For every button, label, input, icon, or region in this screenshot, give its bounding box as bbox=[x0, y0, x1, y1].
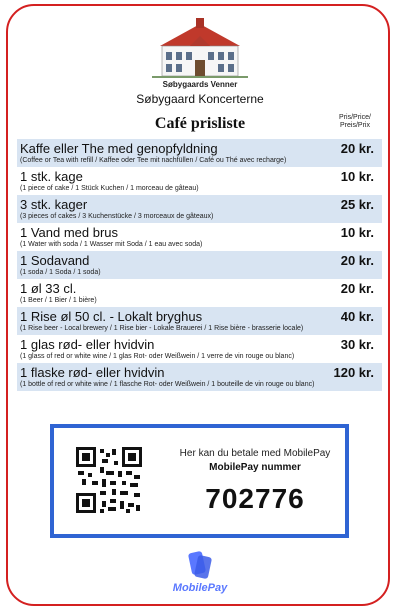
item-price: 30 kr. bbox=[340, 337, 374, 352]
item-name: 1 Sodavand bbox=[20, 253, 90, 268]
item-translation: (1 Beer / 1 Bier / 1 bière) bbox=[20, 297, 97, 304]
item-name: 1 Vand med brus bbox=[20, 225, 119, 240]
list-item bbox=[17, 195, 382, 223]
item-translation: (1 Rise beer - Local brewery / 1 Rise bier - Lokale Brauerei / 1 Rise bière - brasserie locale) bbox=[20, 325, 304, 332]
item-translation: (Coffee or Tea with refill / Kaffee oder Tee mit nachfüllen / Café ou Thé avec recharge) bbox=[20, 157, 287, 164]
item-translation: (1 soda / 1 Soda / 1 soda) bbox=[20, 269, 101, 276]
item-price: 20 kr. bbox=[340, 253, 374, 268]
list-item bbox=[17, 335, 382, 363]
list-item bbox=[17, 223, 382, 251]
price-column-header bbox=[330, 114, 380, 130]
item-name: 1 glas rød- eller hvidvin bbox=[20, 337, 155, 352]
mobilepay-box bbox=[50, 424, 349, 538]
item-translation: (3 pieces of cakes / 3 Kuchenstücke / 3 morceaux de gâteaux) bbox=[20, 213, 214, 220]
item-name: 1 Rise øl 50 cl. - Lokalt bryghus bbox=[20, 309, 203, 324]
item-translation: (1 glass of red or white wine / 1 glas Rot- oder Weißwein / 1 verre de vin rouge ou blanc) bbox=[20, 353, 295, 360]
mobilepay-number: 702776 bbox=[205, 483, 305, 514]
price-header-line-1: Pris/Price/ bbox=[339, 114, 371, 121]
list-item bbox=[17, 307, 382, 335]
price-header-line-2: Preis/Prix bbox=[340, 122, 370, 129]
price-list bbox=[17, 139, 382, 391]
list-item bbox=[17, 139, 382, 167]
item-name: Kaffe eller The med genopfyldning bbox=[20, 141, 218, 156]
item-translation: (1 piece of cake / 1 Stück Kuchen / 1 morceau de gâteau) bbox=[20, 185, 199, 192]
item-name: 1 øl 33 cl. bbox=[20, 281, 77, 296]
item-name: 3 stk. kager bbox=[20, 197, 88, 212]
item-price: 40 kr. bbox=[340, 309, 374, 324]
mobilepay-instruction: Her kan du betale med MobilePay bbox=[179, 448, 331, 459]
brand-name: Søbygaards Venner bbox=[162, 80, 238, 89]
mobilepay-logo-icon bbox=[186, 550, 214, 580]
qr-code[interactable] bbox=[76, 447, 142, 513]
item-translation: (1 Water with soda / 1 Wasser mit Soda / 1 eau avec soda) bbox=[20, 241, 203, 248]
item-price: 10 kr. bbox=[340, 225, 374, 240]
mobilepay-logo-text: MobilePay bbox=[172, 582, 228, 594]
item-price: 120 kr. bbox=[333, 365, 374, 380]
page-title: Café prisliste bbox=[154, 115, 246, 132]
item-translation: (1 bottle of red or white wine / 1 flasche Rot- oder Weißwein / 1 bouteille de vin rouge ou blanc) bbox=[20, 381, 315, 388]
list-item bbox=[17, 167, 382, 195]
item-name: 1 flaske rød- eller hvidvin bbox=[20, 365, 165, 380]
mobilepay-number-label: MobilePay nummer bbox=[209, 462, 301, 473]
item-price: 20 kr. bbox=[340, 141, 374, 156]
list-item bbox=[17, 251, 382, 279]
list-item bbox=[17, 279, 382, 307]
item-name: 1 stk. kage bbox=[20, 169, 83, 184]
list-item bbox=[17, 363, 382, 391]
item-price: 20 kr. bbox=[340, 281, 374, 296]
manor-house-logo bbox=[152, 18, 248, 80]
item-price: 10 kr. bbox=[340, 169, 374, 184]
venue-name: Søbygaard Koncerterne bbox=[136, 92, 264, 106]
item-price: 25 kr. bbox=[340, 197, 374, 212]
